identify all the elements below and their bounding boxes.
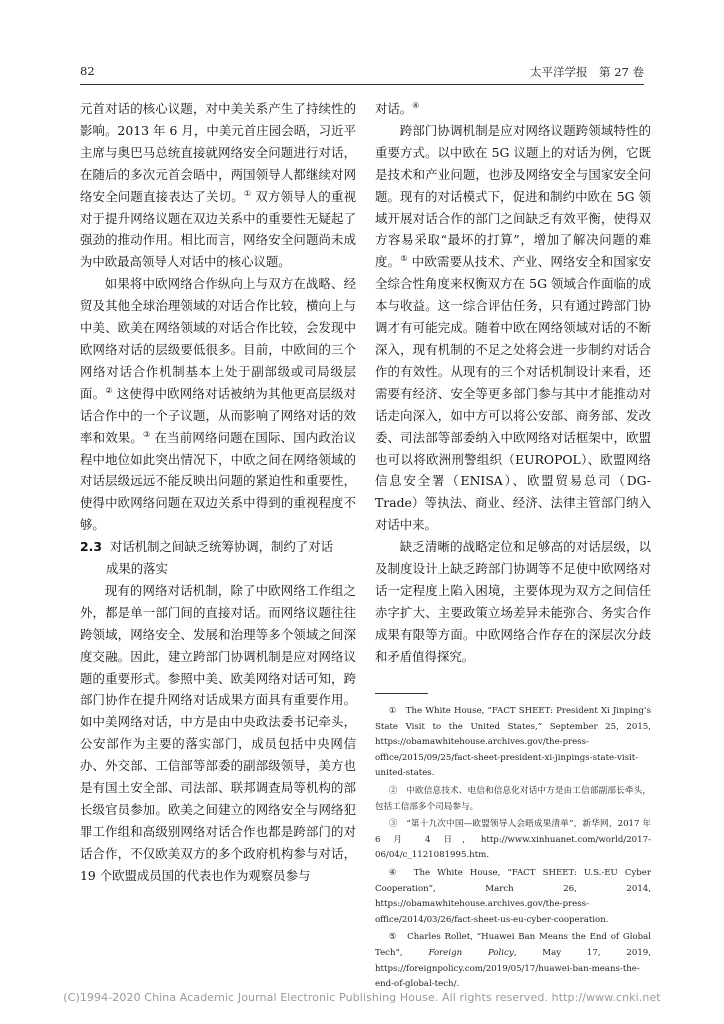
paragraph: [375, 536, 651, 667]
footnote-text: ⑤ Charles Rollet, “Huawei Ban Means the End of Global Tech”,: [375, 932, 651, 958]
paragraph-text: 双方领导人的重视对于提升网络议题在双边关系中的重要性无疑起了强劲的推动作用。相比而言，网络安全问题尚未成为中欧最高领导人对话中的核心议题。: [80, 188, 356, 270]
footnote: ② 中欧信息技术、电信和信息化对话中方是由工信部副部长牵头，包括工信部多个司局参与。: [375, 785, 651, 812]
paragraph-text: 对话。: [375, 101, 413, 116]
footnote: ① The White House, “FACT SHEET: President Xi Jinping’s State Visit to the United States,” September 25, 2015, https://obamawhitehouse.archives.gov/the-press-office/2015/09/25/fact-sheet-president-xi-jinpings-state-visit-united-states.: [375, 706, 651, 779]
page-header: [80, 60, 644, 80]
footnote-ref: ①: [243, 188, 252, 198]
footnote: ③ “第十九次中国—欧盟领导人会晤成果清单”，新华网，2017 年 6 月 4 日，http://www.xinhuanet.com/world/2017-06/04/c_1121081995.htm.: [375, 819, 651, 861]
page-number: 82: [80, 64, 95, 78]
footnote: ④ The White House, “FACT SHEET: U.S.-EU Cyber Cooperation”, March 26, 2014, https://obamawhitehouse.archives.gov/the-press-office/2014/03/26/fact-sheet-us-eu-cyber-cooperation.: [375, 867, 651, 925]
footnote-journal: Foreign Policy: [428, 947, 514, 958]
section-number: 2.3: [80, 539, 102, 555]
footnote-ref: ⑤: [400, 254, 408, 264]
footnote-text: , May 17, 2019, https://foreignpolicy.com/2019/05/17/huawei-ban-means-the-end-of-global-tech/.: [375, 947, 651, 990]
footnote: [375, 930, 651, 992]
section-title-cont: 成果的落实: [106, 561, 168, 577]
paragraph-text: 这使得中欧网络对话被纳为其他更高层级对话合作中的一个子议题，从而影响了网络对话的效率和效果。: [80, 385, 357, 445]
paragraph: [375, 98, 651, 120]
header-rule: [80, 84, 644, 85]
left-column: [80, 98, 356, 887]
section-title: 对话机制之间缺乏统筹协调，制约了对话: [109, 539, 333, 555]
footnotes: [375, 704, 651, 995]
paragraph-text: 中欧需要从技术、产业、网络安全和国家安全综合性角度来权衡双方在 5G 领域合作面临的成本与收益。这一综合评估任务，只有通过跨部门协调才有可能完成。随着中欧在网络领域对话的不断深入，现有机制的不足之处将会进一步制约对话合作的有效性。从现有的三个对话机制设计来看，还需要有经济、安全等更多部门参与其中才能推动对话走向深入，如中方可以将公安部、商务部、发改委、司法部等部委纳入中欧网络对话框架中，欧盟也可以将欧洲刑警组织（EUROPOL）、欧盟网络信息安全署（ENISA）、欧盟贸易总司（DG-Trade）等执法、商业、经济、法律主管部门纳入对话中来。: [375, 254, 652, 533]
paragraph-text: 元首对话的核心议题，对中美关系产生了持续性的影响。2013 年 6 月，中美元首庄园会晤，习近平主席与奥巴马总统直接就网络安全问题进行对话，在随后的多次元首会晤中，两国领导人都继续对网络安全问题直接表达了关切。: [80, 101, 356, 204]
paragraph-text: 如果将中欧网络合作纵向上与双方在战略、经贸及其他全球治理领域的对话合作比较，横向上与中美、欧美在网络领域的对话合作比较，会发现中欧网络对话的层级要低很多。目前，中欧间的三个网络对话合作机制基本上处于副部级或司局级层面。: [80, 276, 356, 401]
right-column: [375, 98, 651, 668]
paragraph: [80, 580, 356, 887]
paragraph-text: 缺乏清晰的战略定位和足够高的对话层级，以及制度设计上缺乏跨部门协调等不足使中欧网络对话一定程度上陷入困境，主要体现为双方之间信任赤字扩大、主要政策立场差异未能弥合、务实合作成果有限等方面。中欧网络合作存在的深层次分歧和矛盾值得探究。: [375, 539, 651, 664]
paragraph-text: 跨部门协调机制是应对网络议题跨领域特性的重要方式。以中欧在 5G 议题上的对话为例，它既是技术和产业问题，也涉及网络安全与国家安全问题。现有的对话模式下，促进和制约中欧在 5G 领域开展对话合作的部门之间缺乏有效平衡，使得双方容易采取“最坏的打算”，增加了解决问题的难度。: [375, 122, 651, 270]
paragraph: [80, 98, 356, 273]
copyright-footer: (C)1994-2020 China Academic Journal Electronic Publishing House. All rights reserved. http://www.cnki.net: [63, 991, 661, 1004]
footnote-ref: ②: [105, 385, 113, 395]
footnote-ref: ③: [143, 429, 151, 439]
paragraph: [375, 120, 651, 536]
paragraph-text: 在当前网络问题在国际、国内政治议程中地位如此突出情况下，中欧之间在网络领域的对话层级远远不能反映出问题的紧迫性和重要性，使得中欧网络问题在双边关系中得到的重视程度不够。: [80, 429, 356, 533]
paragraph: [80, 273, 356, 536]
footnote-ref: ④: [412, 100, 420, 110]
paragraph-text: 现有的网络对话机制，除了中欧网络工作组之外，都是单一部门间的直接对话。而网络议题往往跨领域，网络安全、发展和治理等多个领域之间深度交融。因此，建立跨部门协调机制是应对网络议题的重要形式。参照中美、欧美网络对话可知，跨部门协作在提升网络对话成果方面具有重要作用。如中美网络对话，中方是由中央政法委书记牵头，公安部作为主要的落实部门，成员包括中央网信办、外交部、工信部等部委的副部级领导，美方也是有国土安全部、司法部、联邦调查局等机构的部长级官员参加。欧美之间建立的网络安全与网络犯罪工作组和高级别网络对话合作也都是跨部门的对话合作，不仅欧美双方的多个政府机构参与对话，19 个欧盟成员国的代表也作为观察员参与: [80, 582, 356, 883]
section-heading: [80, 536, 356, 580]
journal-title: 太平洋学报 第 27 卷: [530, 65, 644, 79]
footnote-rule: [375, 693, 428, 694]
